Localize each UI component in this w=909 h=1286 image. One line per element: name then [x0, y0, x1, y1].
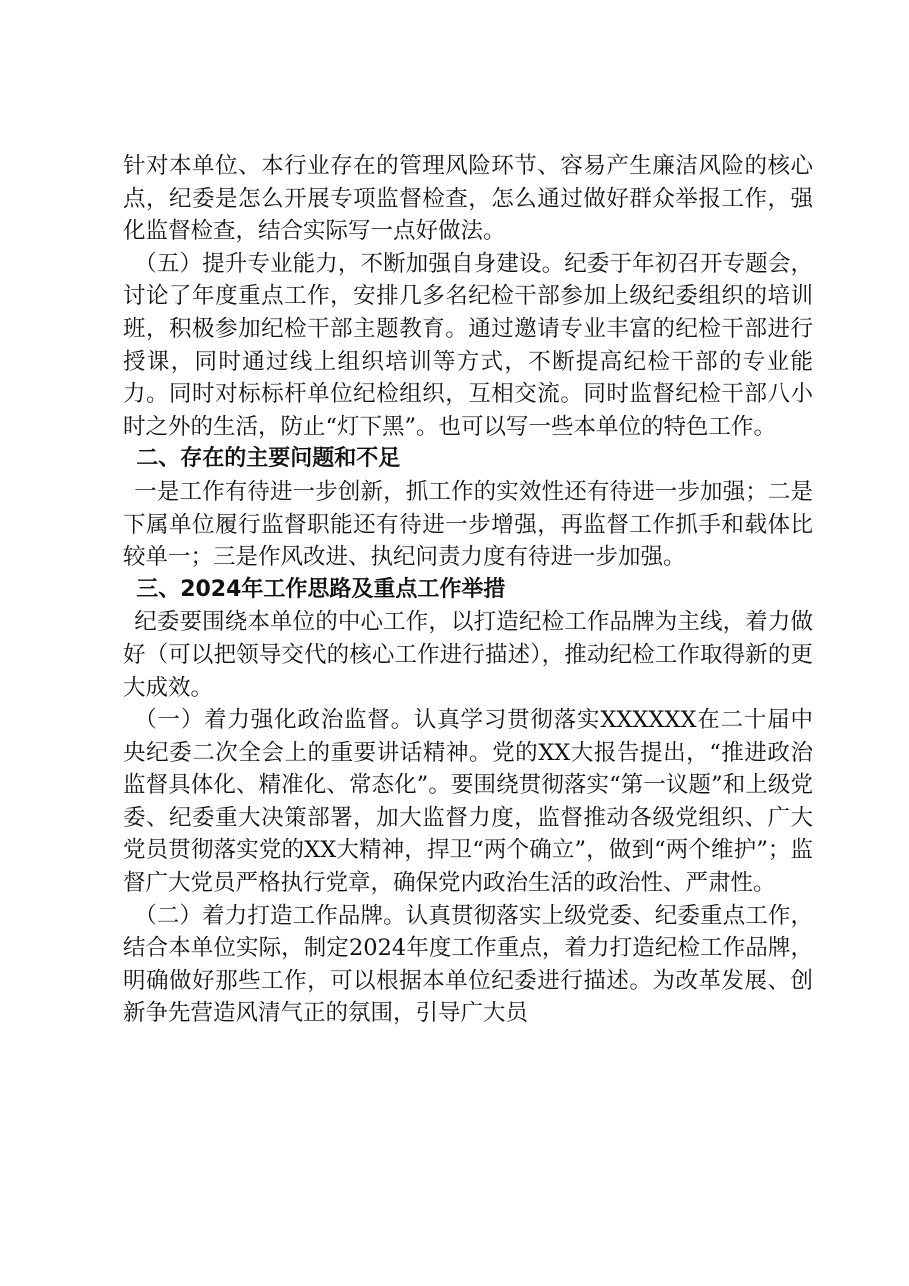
heading-problems: 二、存在的主要问题和不足 — [136, 446, 401, 472]
paragraph-problems: 一是工作有待进一步创新，抓工作的实效性还有待进一步加强；二是下属单位履行监督职能还有待进一步增强，再监督工作抓手和载体比较单一；三是作风改进、执纪问责力度有待进一步加强。 — [123, 478, 813, 571]
heading-2024-plan: 三、2024年工作思路及重点工作举措 — [136, 576, 506, 602]
paragraph-plan-intro: 纪委要围绕本单位的中心工作，以打造纪检工作品牌为主线，着力做好（可以把领导交代的核心工作进行描述），推动纪检工作取得新的更大成效。 — [123, 609, 813, 701]
document-body — [123, 150, 813, 1030]
paragraph-political-supervision: （一）着力强化政治监督。认真学习贯彻落实XXXXXX在二十届中央纪委二次全会上的重要讲话精神。党的XX大报告提出，“推进政治监督具体化、精准化、常态化”。要围绕贯彻落实“第一议题”和上级党委、纪委重大决策部署，加大监督力度，监督推动各级党组织、广大党员贯彻落实党的XX大精神，捍卫“两个确立”，做到“两个维护”；监督广大党员严格执行党章，确保党内政治生活的政治性、严肃性。 — [123, 707, 813, 897]
paragraph-work-brand: （二）着力打造工作品牌。认真贯彻落实上级党委、纪委重点工作，结合本单位实际，制定2024年度工作重点，着力打造纪检工作品牌，明确做好那些工作，可以根据本单位纪委进行描述。为改革发展、创新争先营造风清气正的氛围，引导广大员 — [123, 902, 813, 1027]
paragraph-risk-supervision: 针对本单位、本行业存在的管理风险环节、容易产生廉洁风险的核心点，纪委是怎么开展专项监督检查，怎么通过做好群众举报工作，强化监督检查，结合实际写一点好做法。 — [123, 153, 813, 245]
paragraph-professional-ability: （五）提升专业能力，不断加强自身建设。纪委于年初召开专题会，讨论了年度重点工作，安排几多名纪检干部参加上级纪委组织的培训班，积极参加纪检干部主题教育。通过邀请专业丰富的纪检干部进行授课，同时通过线上组织培训等方式，不断提高纪检干部的专业能力。同时对标标杆单位纪检组织，互相交流。同时监督纪检干部八小时之外的生活，防止“灯下黑”。也可以写一些本单位的特色工作。 — [123, 250, 813, 440]
